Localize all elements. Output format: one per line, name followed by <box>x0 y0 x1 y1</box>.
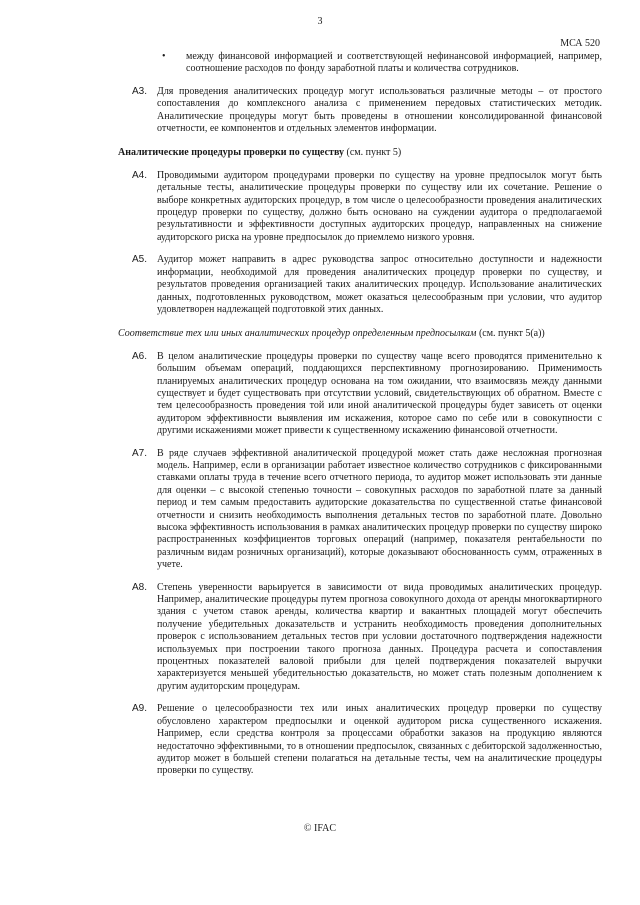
bullet-text: между финансовой информацией и соответствующей нефинансовой информацией, например, соотношение расходов по фонду заработной платы и количества сотрудников. <box>186 51 602 75</box>
paragraph-a4 <box>118 170 602 244</box>
section-heading-suitability <box>118 328 602 340</box>
paragraph-a3 <box>118 86 602 136</box>
paragraph-number: A9. <box>132 703 148 715</box>
paragraph-number: A4. <box>132 169 148 181</box>
standard-code: МСА 520 <box>560 38 600 49</box>
paragraph-text: Аудитор может направить в адрес руководства запрос относительно доступности и надежности информации, необходимой для проведения аналитических процедур проверки по существу, и результатов проведения организацией таких аналитических процедур. Использование аналитических данных, подготовленных руководством, может оказаться целесообразным при условии, что аудитор удовлетворен надлежащей подготовкой этих данных. <box>157 254 602 315</box>
paragraph-number: A7. <box>132 447 148 459</box>
paragraph-text: Для проведения аналитических процедур могут использоваться различные методы – от простого сопоставления до комплексного анализа с применением передовых статистических методик. Аналитические процедуры могут быть проведены в отношении консолидированной финансовой отчетности, ее компонентов и отдельных элементов информации. <box>157 85 602 135</box>
bullet-item <box>118 51 602 76</box>
paragraph-text: В целом аналитические процедуры проверки по существу чаще всего проводятся применительно к большим объемам операций, поддающихся перспективному прогнозированию. Применимость планируемых аналитических процедур основана на том ожидании, что взаимосвязь между данными существует и будет существовать при отсутствии условий, свидетельствующих об обратном. Вместе с тем целесообразность проведения той или иной аналитической процедуры будет зависеть от оценки аудитором эффективности выявления им искажения, которое само по себе или в совокупности с другими искажениями может привести к существенному искажению финансовой отчетности. <box>157 350 602 437</box>
paragraph-text: Проводимыми аудитором процедурами проверки по существу на уровне предпосылок могут быть детальные тесты, аналитические процедуры проверки по существу или их сочетание. Решение о выборе конкретных аудиторских процедур, в том числе о целесообразности проведения аналитических процедур проверки по существу, должно быть основано на суждении аудитора о предполагаемой результативности и эффективности доступных аудиторских процедур, направленных на снижение аудиторского риска на уровне предпосылок до приемлемо низкого уровня. <box>157 169 602 243</box>
section-heading-substantive <box>118 147 602 159</box>
footer-copyright: © IFAC <box>303 823 337 834</box>
paragraph-a5 <box>118 254 602 316</box>
page-number: 3 <box>317 16 323 27</box>
paragraph-a9 <box>118 703 602 777</box>
section-ref: (см. пункт 5) <box>344 147 402 159</box>
document-body <box>118 51 602 778</box>
paragraph-text: Решение о целесообразности тех или иных аналитических процедур проверки по существу обусловлено характером предпосылки и оценкой аудитором риска существенного искажения. Например, если средства контроля за процессами обработки заказов на продукцию являются недостаточно эффективными, то в отношении предпосылок, связанных с дебиторской задолженностью, аудитор может в большей степени полагаться на детальные тесты, чем на аналитические процедуры проверки по существу. <box>157 703 602 777</box>
paragraph-text: В ряде случаев эффективной аналитической процедурой может стать даже несложная прогнозная модель. Например, если в организации работает известное количество сотрудников с фиксированными ставками оплаты труда в течение всего отчетного периода, то аудитор может использовать эти данные для оценки – с высокой степенью точности – совокупных расходов по заработной плате за данный период и тем самым предоставить аудиторские доказательства по существенной статье финансовой отчетности и снизить необходимость выполнения детальных тестов по заработной плате. Довольно высока эффективность использования в рамках аналитических процедур проверки по существу широко распространенных коэффициентов торговых операций (например, показателя рентабельности по различным видам розничных организаций), которые доказывают обоснованность сумм, отраженных в учете. <box>157 447 602 571</box>
section-ref: (см. пункт 5(а)) <box>476 328 545 340</box>
bullet-icon: • <box>162 51 166 62</box>
paragraph-number: A6. <box>132 350 148 362</box>
paragraph-number: A8. <box>132 581 148 593</box>
paragraph-a6 <box>118 351 602 438</box>
paragraph-a7 <box>118 448 602 572</box>
paragraph-text: Степень уверенности варьируется в зависимости от вида проводимых аналитических процедур. Например, аналитические процедуры путем прогноза совокупного дохода от аренды многоквартирного здания с учетом ставок аренды, количества квартир и вакантных площадей могут обеспечить получение убедительных доказательств и устранить необходимость проведения дополнительных проверок с использованием детальных тестов при условии достаточного подтверждения надежности используемых при построении такого прогноза данных. Процедура расчета и сопоставления процентных показателей валовой прибыли для целей подтверждения показателей выручки характеризуется меньшей убедительностью доказательств, но может стать полезным дополнением к другим аудиторским процедурам. <box>157 581 602 692</box>
section-title: Соответствие тех или иных аналитических процедур определенным предпосылкам <box>118 328 477 340</box>
section-title: Аналитические процедуры проверки по существу <box>118 147 345 159</box>
paragraph-number: A5. <box>132 254 148 266</box>
paragraph-a8 <box>118 582 602 694</box>
paragraph-number: A3. <box>132 85 148 97</box>
